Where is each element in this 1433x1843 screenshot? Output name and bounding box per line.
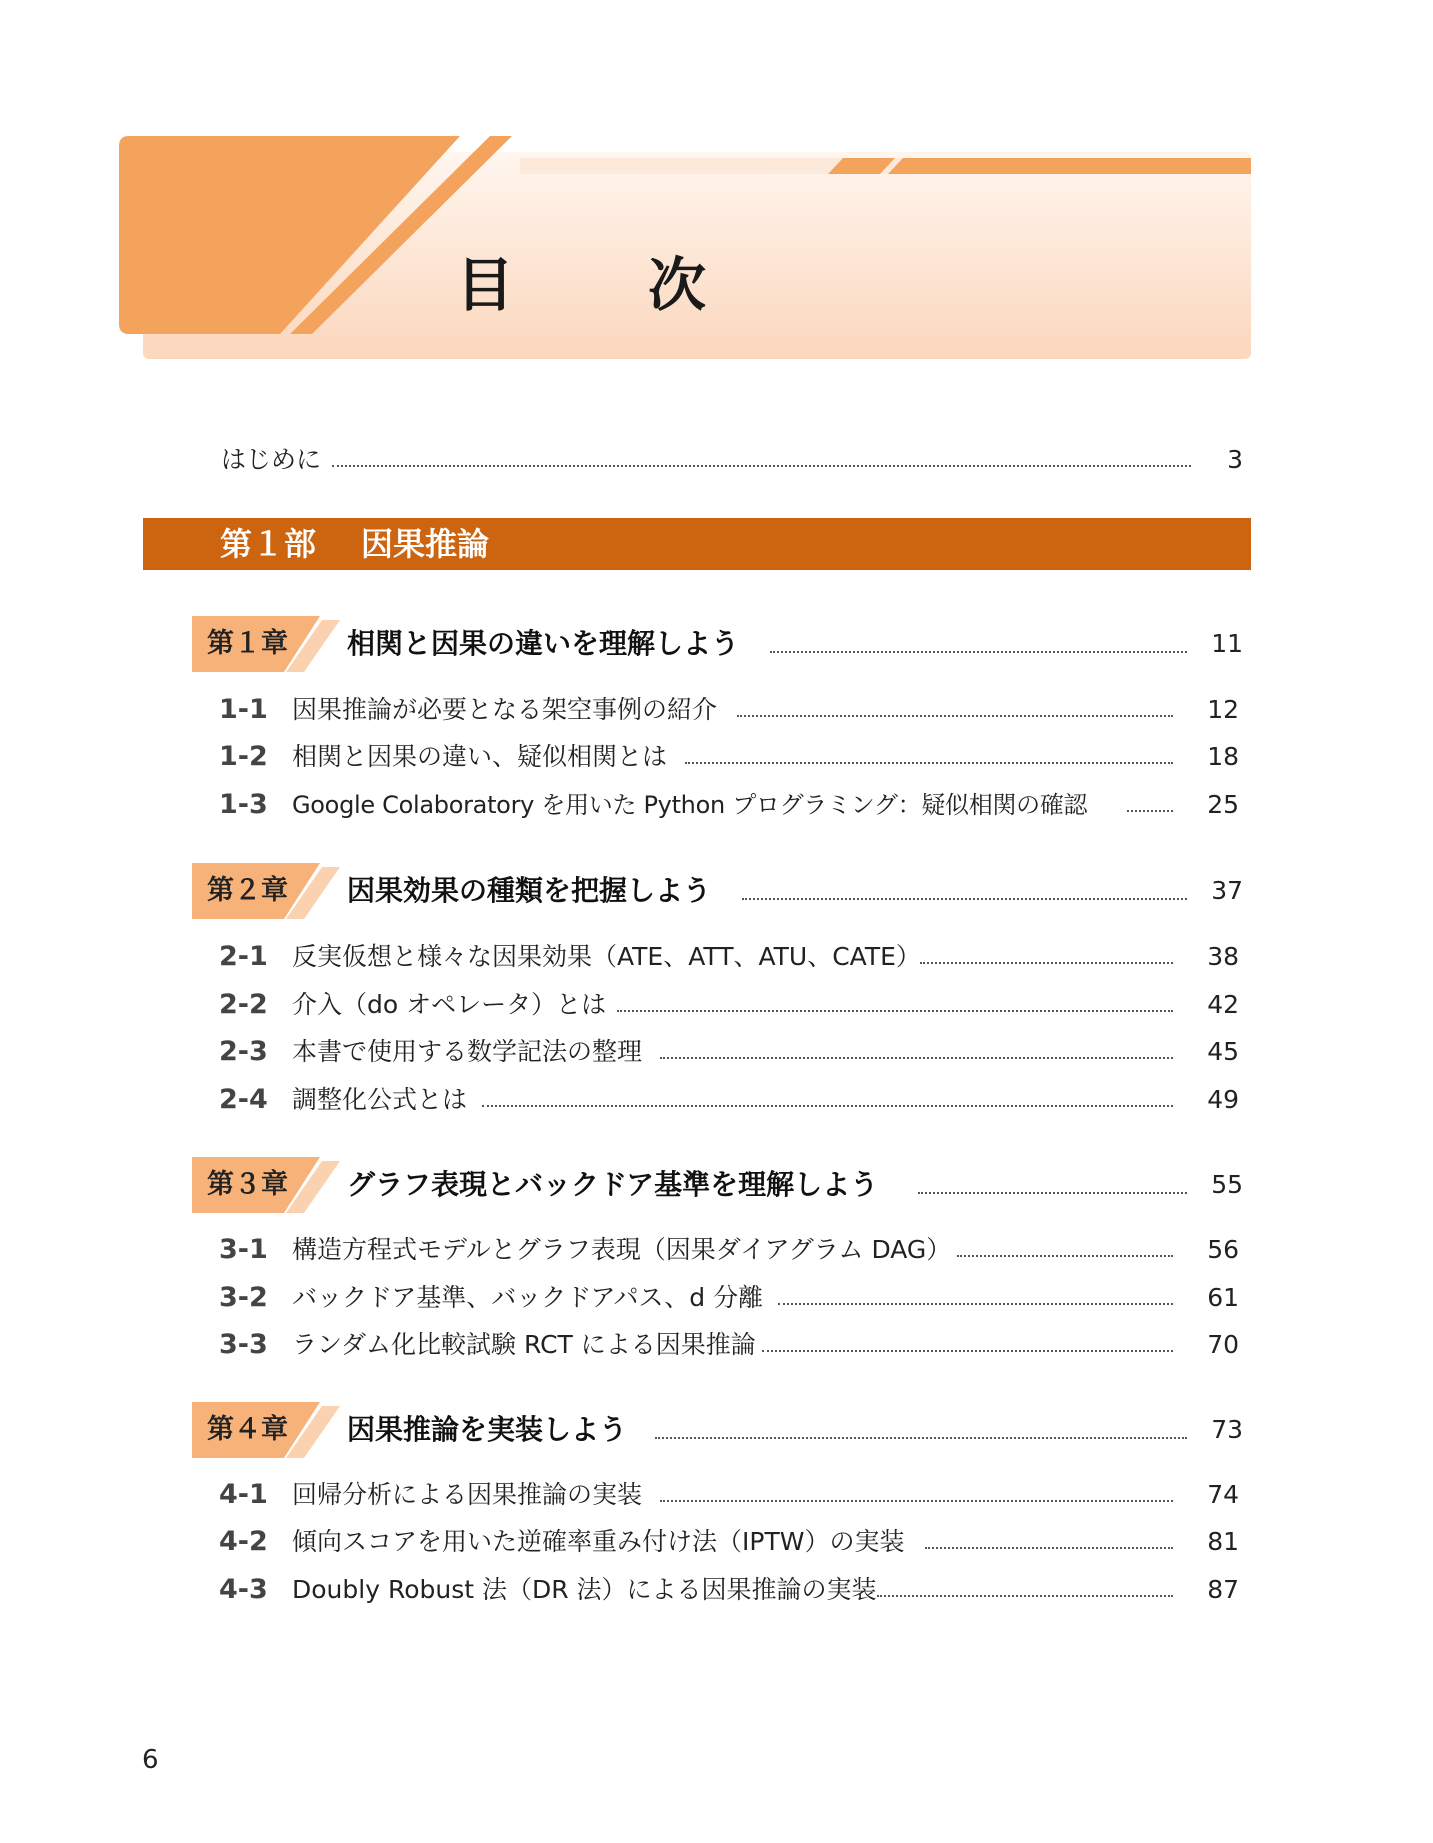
section-number: 2-3 xyxy=(219,1036,268,1067)
toc-section-row[interactable] xyxy=(0,1568,1433,1612)
toc-section-row[interactable] xyxy=(0,1078,1433,1122)
toc-leader-dots xyxy=(332,465,1191,467)
part-header-bar xyxy=(143,518,1251,570)
section-page: 81 xyxy=(1207,1527,1239,1556)
toc-intro-page: 3 xyxy=(1227,445,1243,474)
section-page: 87 xyxy=(1207,1575,1239,1604)
toc-section-row[interactable] xyxy=(0,935,1433,979)
toc-section-row[interactable] xyxy=(0,1520,1433,1564)
section-number: 3-3 xyxy=(219,1329,268,1360)
toc-leader-dots xyxy=(660,1500,1173,1502)
section-page: 74 xyxy=(1207,1480,1239,1509)
chapter-label: 第１章 xyxy=(207,628,288,659)
section-title: 因果推論が必要となる架空事例の紹介 xyxy=(292,695,718,724)
toc-section-row[interactable] xyxy=(0,983,1433,1027)
section-number: 4-3 xyxy=(219,1574,268,1605)
toc-section-row[interactable] xyxy=(0,735,1433,779)
title-banner-graphic xyxy=(0,0,1433,380)
section-page: 70 xyxy=(1207,1330,1239,1359)
section-title: 本書で使用する数学記法の整理 xyxy=(292,1037,643,1066)
title-banner xyxy=(0,0,1433,380)
chapter-page: 73 xyxy=(1211,1415,1243,1444)
toc-section-row[interactable] xyxy=(0,1228,1433,1272)
section-page: 49 xyxy=(1207,1085,1239,1114)
section-title: ランダム化比較試験 RCT による因果推論 xyxy=(292,1330,756,1359)
section-page: 56 xyxy=(1207,1235,1239,1264)
chapter-title: 因果推論を実装しよう xyxy=(347,1413,628,1446)
toc-section-row[interactable] xyxy=(0,1276,1433,1320)
toc-section-row[interactable] xyxy=(0,1323,1433,1367)
section-number: 2-2 xyxy=(219,989,268,1020)
section-page: 42 xyxy=(1207,990,1239,1019)
section-page: 45 xyxy=(1207,1037,1239,1066)
section-number: 1-1 xyxy=(219,694,268,725)
toc-intro-row[interactable] xyxy=(0,438,1433,482)
toc-leader-dots xyxy=(920,962,1173,964)
toc-leader-dots xyxy=(762,1350,1173,1352)
section-number: 2-1 xyxy=(219,941,268,972)
chapter-3-header[interactable] xyxy=(0,1157,1433,1213)
section-title: 傾向スコアを用いた逆確率重み付け法（IPTW）の実装 xyxy=(292,1527,905,1556)
chapter-1-header[interactable] xyxy=(0,616,1433,672)
page-number: 6 xyxy=(142,1745,159,1775)
chapter-2-header[interactable] xyxy=(0,863,1433,919)
section-number: 4-2 xyxy=(219,1526,268,1557)
section-number: 3-2 xyxy=(219,1282,268,1313)
toc-intro-label: はじめに xyxy=(221,445,322,474)
section-number: 2-4 xyxy=(219,1084,268,1115)
chapter-label: 第３章 xyxy=(207,1169,288,1200)
chapter-page: 37 xyxy=(1211,876,1243,905)
toc-section-row[interactable] xyxy=(0,1030,1433,1074)
part-title: 因果推論 xyxy=(361,525,490,563)
toc-leader-dots xyxy=(918,1192,1187,1194)
toc-section-row[interactable] xyxy=(0,688,1433,732)
toc-section-row[interactable] xyxy=(0,783,1433,827)
section-number: 3-1 xyxy=(219,1234,268,1265)
chapter-label: 第２章 xyxy=(207,875,288,906)
section-title: 構造方程式モデルとグラフ表現（因果ダイアグラム DAG） xyxy=(292,1235,952,1264)
section-title: バックドア基準、バックドアパス、d 分離 xyxy=(292,1283,764,1312)
chapter-page: 11 xyxy=(1211,629,1243,658)
toc-leader-dots xyxy=(617,1010,1173,1012)
section-number: 1-2 xyxy=(219,741,268,772)
section-title: Google Colaboratory を用いた Python プログラミング：疑似相関の確認 xyxy=(292,791,1088,819)
toc-leader-dots xyxy=(957,1255,1173,1257)
toc-leader-dots xyxy=(482,1105,1173,1107)
chapter-page: 55 xyxy=(1211,1170,1243,1199)
section-number: 4-1 xyxy=(219,1479,268,1510)
section-title: 調整化公式とは xyxy=(292,1085,468,1114)
chapter-title: グラフ表現とバックドア基準を理解しよう xyxy=(347,1168,879,1201)
toc-leader-dots xyxy=(877,1595,1173,1597)
toc-leader-dots xyxy=(685,762,1173,764)
section-page: 25 xyxy=(1207,790,1239,819)
section-page: 18 xyxy=(1207,742,1239,771)
section-page: 61 xyxy=(1207,1283,1239,1312)
toc-leader-dots xyxy=(742,898,1187,900)
section-title: 介入（do オペレータ）とは xyxy=(292,990,607,1019)
toc-leader-dots xyxy=(778,1303,1173,1305)
section-page: 12 xyxy=(1207,695,1239,724)
toc-leader-dots xyxy=(1127,810,1173,812)
section-title: 反実仮想と様々な因果効果（ATE、ATT、ATU、CATE） xyxy=(292,942,921,971)
chapter-title: 因果効果の種類を把握しよう xyxy=(347,874,712,907)
title-accent-bar xyxy=(888,158,1251,174)
toc-leader-dots xyxy=(925,1547,1173,1549)
toc-leader-dots xyxy=(655,1437,1187,1439)
section-title: 回帰分析による因果推論の実装 xyxy=(292,1480,643,1509)
section-number: 1-3 xyxy=(219,789,268,820)
chapter-label: 第４章 xyxy=(207,1414,288,1445)
section-title: 相関と因果の違い、疑似相関とは xyxy=(292,742,668,771)
page-title: 目 次 xyxy=(456,251,745,319)
chapter-4-header[interactable] xyxy=(0,1402,1433,1458)
toc-leader-dots xyxy=(770,651,1187,653)
toc-section-row[interactable] xyxy=(0,1473,1433,1517)
part-label: 第１部 xyxy=(220,525,317,563)
section-title: Doubly Robust 法（DR 法）による因果推論の実装 xyxy=(292,1575,877,1604)
chapter-title: 相関と因果の違いを理解しよう xyxy=(347,627,740,660)
section-page: 38 xyxy=(1207,942,1239,971)
toc-leader-dots xyxy=(660,1057,1173,1059)
toc-leader-dots xyxy=(737,715,1173,717)
